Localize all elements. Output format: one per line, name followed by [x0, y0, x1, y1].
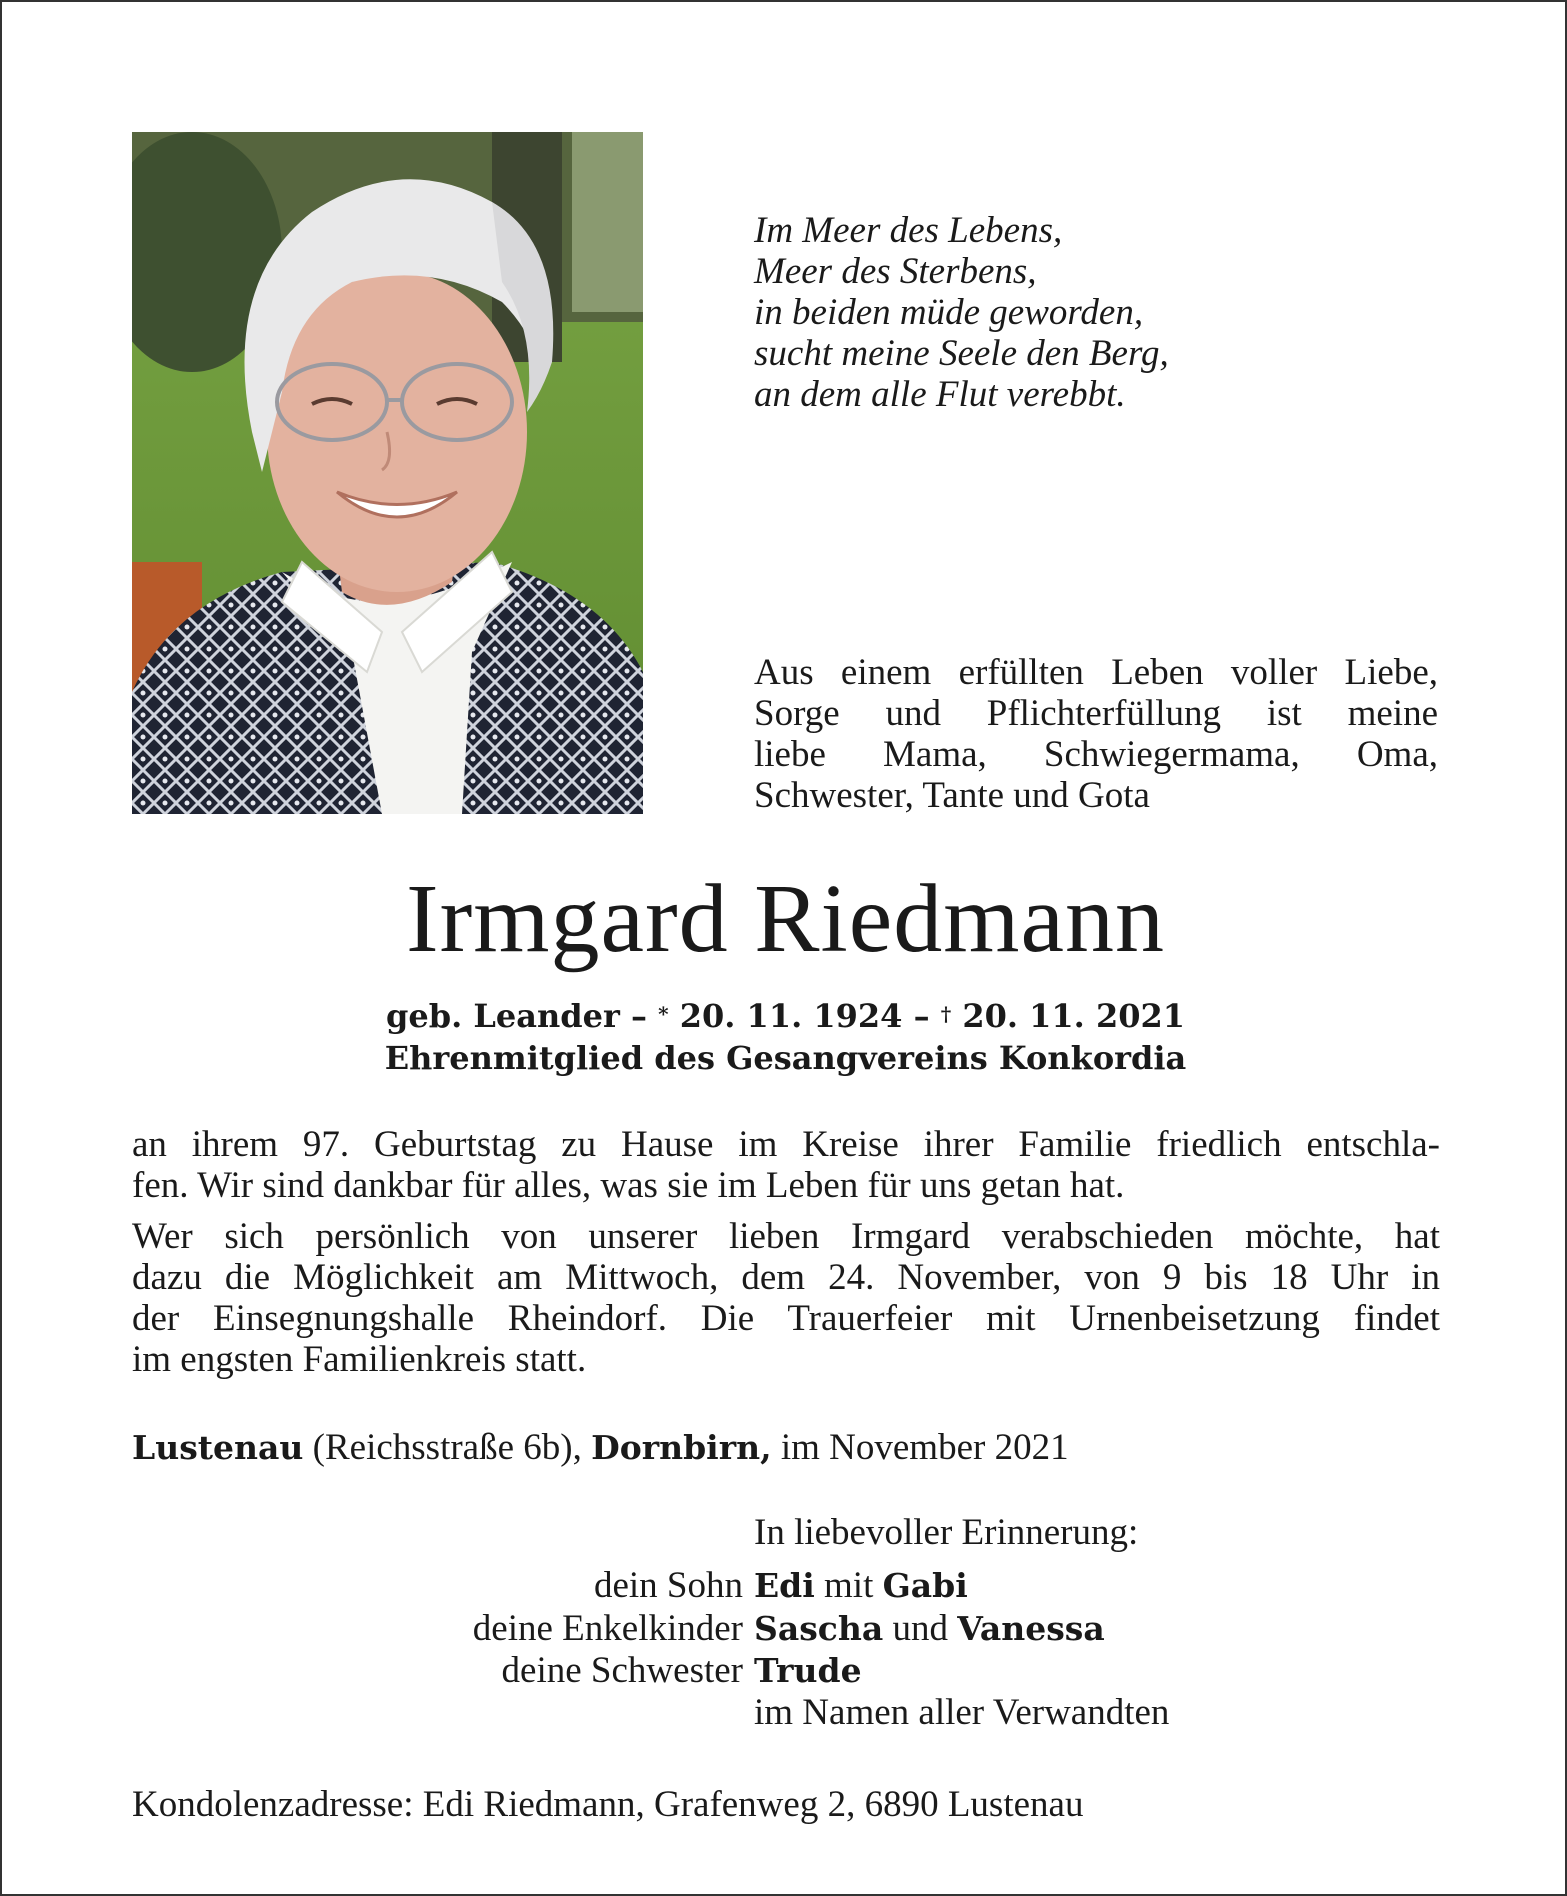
city-dornbirn: Dornbirn,	[591, 1428, 772, 1467]
condolence-address: Kondolenzadresse: Edi Riedmann, Grafenweg 2, 6890 Lustenau	[132, 1784, 1084, 1825]
signature-joiner: mit	[814, 1565, 883, 1606]
signature-name: Gabi	[882, 1566, 968, 1605]
life-dates	[2, 996, 1567, 1036]
birth-date: 20. 11. 1924	[679, 997, 903, 1035]
signature-joiner: und	[883, 1608, 958, 1649]
signature-role: deine Enkelkinder	[472, 1608, 743, 1649]
remembrance-heading: In liebevoller Erinnerung:	[754, 1512, 1139, 1553]
notice-date: im November 2021	[771, 1427, 1069, 1468]
signature-row	[2, 1565, 1567, 1607]
signature-name: Edi	[754, 1566, 815, 1605]
poem-line: an dem alle Flut verebbt.	[754, 374, 1126, 415]
deceased-name: Irmgard Riedmann	[406, 865, 1165, 973]
signature-names	[754, 1565, 968, 1606]
paragraph-line: im engsten Familienkreis statt.	[132, 1339, 587, 1380]
signature-role: deine Schwester	[501, 1650, 743, 1691]
place-and-date	[132, 1427, 1069, 1468]
signature-name: Vanessa	[957, 1609, 1105, 1648]
poem-line: Im Meer des Lebens,	[754, 210, 1063, 251]
poem-line: Meer des Sterbens,	[754, 251, 1037, 292]
death-date: 20. 11. 2021	[962, 997, 1185, 1035]
signature-row	[2, 1608, 1567, 1650]
address: (Reichsstraße 6b),	[303, 1427, 592, 1468]
dash: –	[913, 997, 930, 1035]
intro-line: Schwester, Tante und Gota	[754, 775, 1150, 816]
city-lustenau: Lustenau	[132, 1428, 304, 1467]
intro-line: Sorge und Pflichterfüllung ist meine	[754, 693, 1438, 734]
signature-name: Trude	[754, 1651, 862, 1690]
paragraph-line: Wer sich persönlich von unserer lieben Irmgard verabschieden möchte, hat	[132, 1216, 1440, 1257]
signature-row	[2, 1650, 1567, 1692]
poem-line: sucht meine Seele den Berg,	[754, 333, 1169, 374]
intro-line: Aus einem erfüllten Leben voller Liebe,	[754, 652, 1438, 693]
signature-name: Sascha	[754, 1609, 884, 1648]
intro-text	[754, 652, 1438, 816]
signature-names	[754, 1650, 862, 1691]
poem	[754, 210, 1474, 415]
relatives-line: im Namen aller Verwandten	[754, 1692, 1170, 1733]
honorary-membership: Ehrenmitglied des Gesangvereins Konkordia	[384, 1039, 1187, 1077]
birth-symbol: *	[658, 1002, 669, 1026]
paragraph-line: an ihrem 97. Geburtstag zu Hause im Kreise ihrer Familie friedlich entschla-	[132, 1124, 1440, 1165]
paragraph-line: dazu die Möglichkeit am Mittwoch, dem 24. November, von 9 bis 18 Uhr in	[132, 1257, 1440, 1298]
paragraph-line: der Einsegnungshalle Rheindorf. Die Trauerfeier mit Urnenbeisetzung findet	[132, 1298, 1440, 1339]
announcement-paragraph	[132, 1124, 1440, 1206]
paragraph-line: fen. Wir sind dankbar für alles, was sie im Leben für uns getan hat.	[132, 1165, 1125, 1206]
signature-role: dein Sohn	[593, 1565, 743, 1606]
portrait-photo-illustration	[132, 132, 643, 814]
portrait-photo	[132, 132, 643, 814]
poem-line: in beiden müde geworden,	[754, 292, 1144, 333]
farewell-paragraph	[132, 1216, 1440, 1380]
death-symbol: †	[940, 1002, 952, 1026]
dash: –	[630, 997, 647, 1035]
intro-line: liebe Mama, Schwiegermama, Oma,	[754, 734, 1438, 775]
signature-names	[754, 1608, 1105, 1649]
maiden-name: geb. Leander	[386, 997, 620, 1035]
